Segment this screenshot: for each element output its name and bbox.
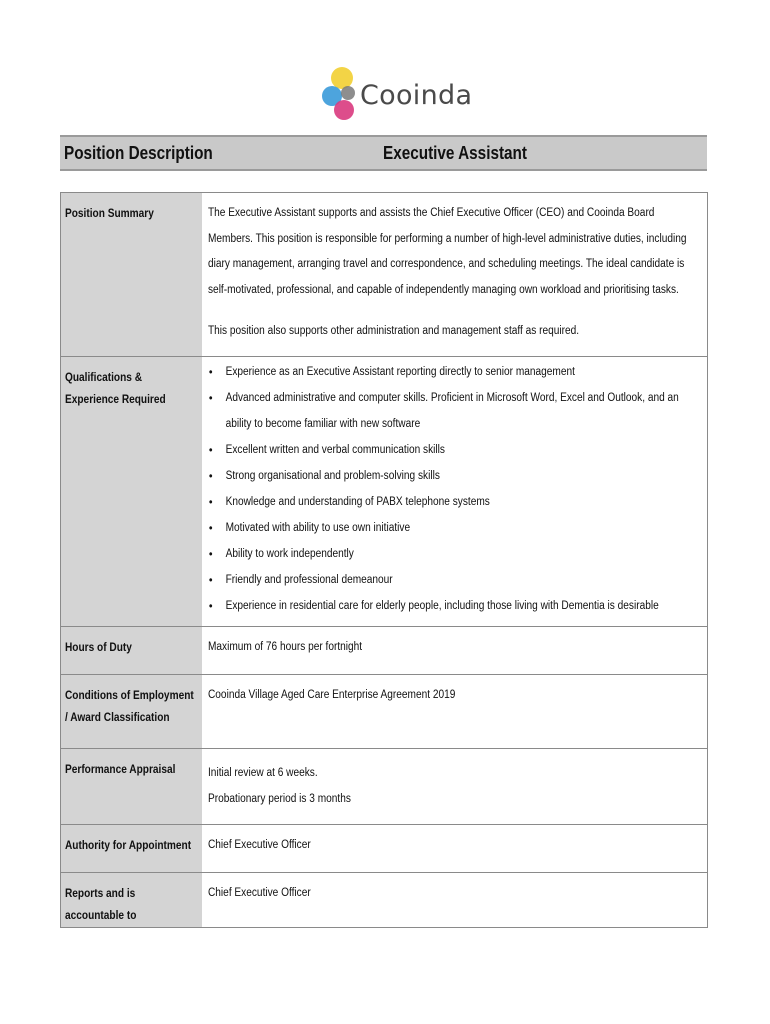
- cooinda-logo: [318, 60, 473, 132]
- value-position-summary: [202, 193, 708, 357]
- list-item: • Advanced administrative and computer skills. Proficient in Microsoft Word, Excel and Outlook, and an ability to become familiar with new software: [208, 385, 699, 437]
- summary-paragraph: The Executive Assistant supports and assists the Chief Executive Officer (CEO) and Cooinda Board Members. This position is responsible for performing a number of high-level administrative duties, including diary management, arranging travel and correspondence, and scheduling meetings. The ideal candidate is self-motivated, professional, and capable of independently managing own workload and prioritising tasks.: [207, 207, 686, 296]
- qualifications-list: [208, 359, 699, 619]
- list-item: • Experience as an Executive Assistant reporting directly to senior management: [208, 359, 699, 385]
- list-item: • Ability to work independently: [208, 541, 699, 567]
- position-table: [60, 192, 708, 928]
- row-conditions: [61, 675, 708, 749]
- list-item: • Friendly and professional demeanour: [208, 567, 699, 593]
- list-item: • Strong organisational and problem-solving skills: [208, 463, 699, 489]
- row-hours-of-duty: [61, 627, 708, 675]
- section-title: Position Description: [64, 143, 213, 163]
- row-position-summary: [61, 193, 708, 357]
- label-reports-to: Reports and is accountable to: [61, 873, 202, 928]
- logo-mark-icon: [318, 60, 362, 132]
- label-hours-of-duty: Hours of Duty: [61, 627, 202, 675]
- value-performance-appraisal: [202, 749, 708, 825]
- value-authority: Chief Executive Officer: [202, 825, 708, 873]
- logo-wordmark: Cooinda: [360, 80, 473, 111]
- appraisal-line-2: Probationary period is 3 months: [207, 792, 351, 805]
- row-performance-appraisal: [61, 749, 708, 825]
- list-item: • Motivated with ability to use own initiative: [208, 515, 699, 541]
- list-item: • Knowledge and understanding of PABX telephone systems: [208, 489, 699, 515]
- row-qualifications: [61, 357, 708, 627]
- value-hours-of-duty: Maximum of 76 hours per fortnight: [202, 627, 708, 675]
- value-reports-to: Chief Executive Officer: [202, 873, 708, 928]
- row-authority: [61, 825, 708, 873]
- list-item: • Experience in residential care for elderly people, including those living with Dementia is desirable: [208, 593, 699, 619]
- row-reports-to: [61, 873, 708, 928]
- value-conditions: Cooinda Village Aged Care Enterprise Agreement 2019: [202, 675, 708, 749]
- title-bar: [60, 135, 707, 171]
- label-qualifications: Qualifications & Experience Required: [61, 357, 202, 627]
- label-conditions: Conditions of Employment / Award Classification: [61, 675, 202, 749]
- summary-paragraph-2: This position also supports other administration and management staff as required.: [207, 325, 579, 337]
- appraisal-line-1: Initial review at 6 weeks.: [207, 767, 318, 779]
- label-performance-appraisal: Performance Appraisal: [61, 749, 202, 825]
- position-title: Executive Assistant: [383, 143, 528, 163]
- value-qualifications: [202, 357, 708, 627]
- label-authority: Authority for Appointment: [61, 825, 202, 873]
- label-position-summary: Position Summary: [61, 193, 202, 357]
- list-item: • Excellent written and verbal communication skills: [208, 437, 699, 463]
